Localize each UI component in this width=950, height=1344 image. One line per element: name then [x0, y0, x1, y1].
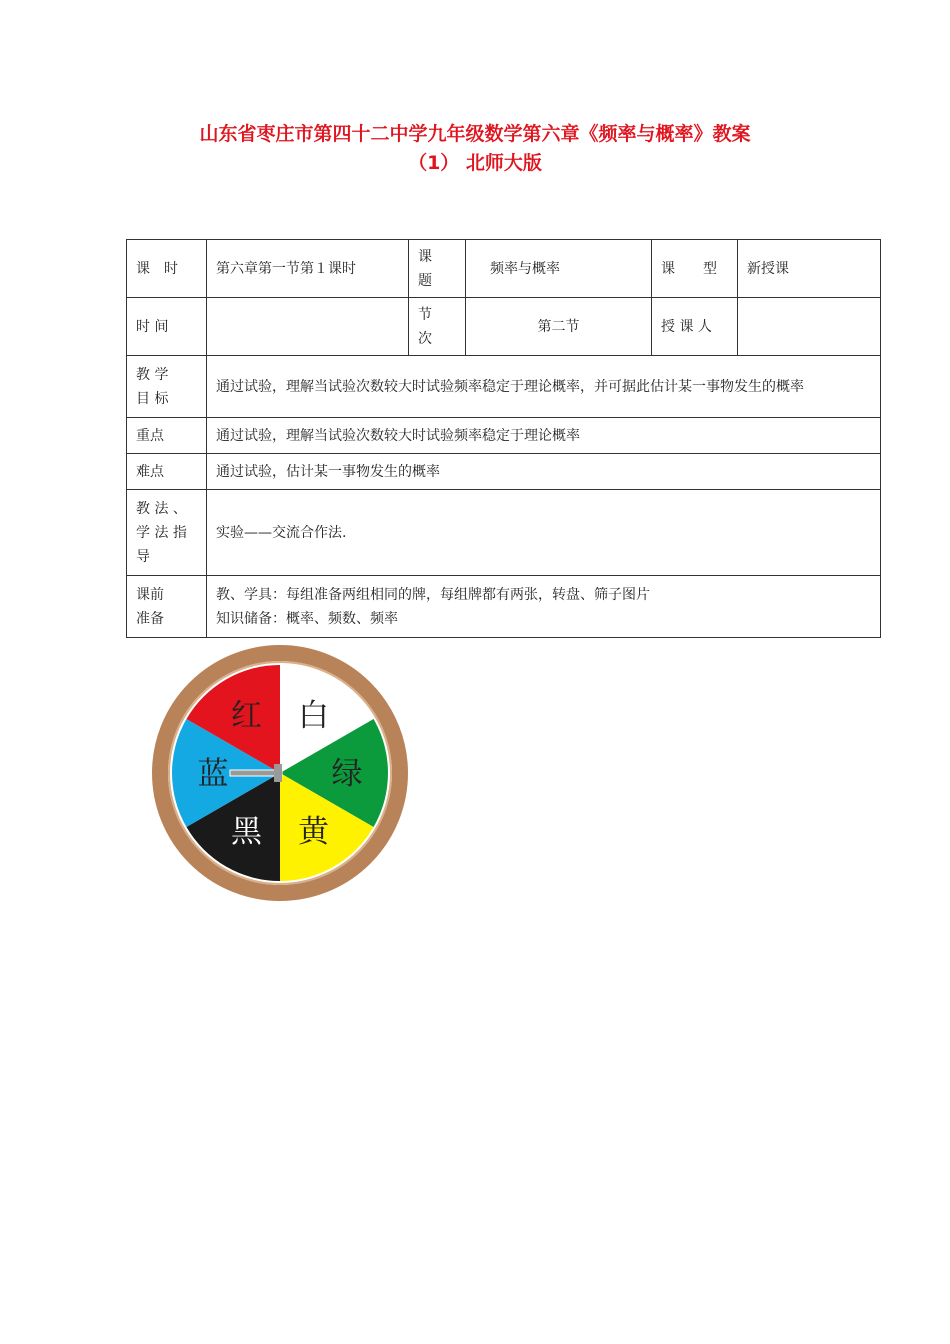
value-key: 通过试验，理解当试验次数较大时试验频率稳定于理论概率: [207, 418, 881, 454]
label-method: 教 法 、 学 法 指 导: [127, 490, 207, 576]
label-key: 重点: [127, 418, 207, 454]
lesson-plan-table: [126, 239, 881, 638]
document-title: [0, 120, 950, 178]
value-topic: 频率与概率: [466, 240, 652, 298]
table-row-key: [127, 418, 881, 454]
table-row-time: [127, 298, 881, 356]
value-teacher: [738, 298, 881, 356]
label-goal: 教 学 目 标: [127, 356, 207, 418]
label-type: 课 型: [652, 240, 738, 298]
spinner-segment-label: 黄: [298, 814, 329, 850]
spinner-image: [150, 645, 412, 903]
value-lesson: 第六章第一节第１课时: [207, 240, 409, 298]
table-row-difficulty: [127, 454, 881, 490]
title-line-1: 山东省枣庄市第四十二中学九年级数学第六章《频率与概率》教案: [199, 123, 751, 145]
spinner-segment-label: 蓝: [197, 756, 229, 792]
value-time: [207, 298, 409, 356]
value-type: 新授课: [738, 240, 881, 298]
spinner-hub: [274, 764, 282, 782]
value-method: 实验——交流合作法.: [207, 490, 881, 576]
prep-line-1: 教、学具：每组准备两组相同的牌，每组牌都有两张，转盘、筛子图片: [216, 586, 650, 603]
value-difficulty: 通过试验，估计某一事物发生的概率: [207, 454, 881, 490]
spinner-segment-label: 绿: [331, 756, 363, 792]
prep-line-2: 知识储备：概率、频数、频率: [216, 610, 398, 627]
table-row-goal: [127, 356, 881, 418]
spinner-segment-label: 红: [231, 698, 262, 734]
value-prep: [207, 576, 881, 638]
label-lesson: 课 时: [127, 240, 207, 298]
value-section: 第二节: [466, 298, 652, 356]
spinner-segment-label: 白: [298, 698, 329, 734]
spinner-segment-label: 黑: [231, 814, 262, 850]
label-time: 时 间: [127, 298, 207, 356]
title-line-2: （1） 北师大版: [408, 152, 542, 174]
label-topic: 课题: [409, 240, 466, 298]
table-row-prep: [127, 576, 881, 638]
label-teacher: 授 课 人: [652, 298, 738, 356]
table-row-method: [127, 490, 881, 576]
label-difficulty: 难点: [127, 454, 207, 490]
label-section: 节次: [409, 298, 466, 356]
value-goal: 通过试验，理解当试验次数较大时试验频率稳定于理论概率，并可据此估计某一事物发生的概率: [207, 356, 881, 418]
table-row-lesson: [127, 240, 881, 298]
label-prep: 课前 准备: [127, 576, 207, 638]
